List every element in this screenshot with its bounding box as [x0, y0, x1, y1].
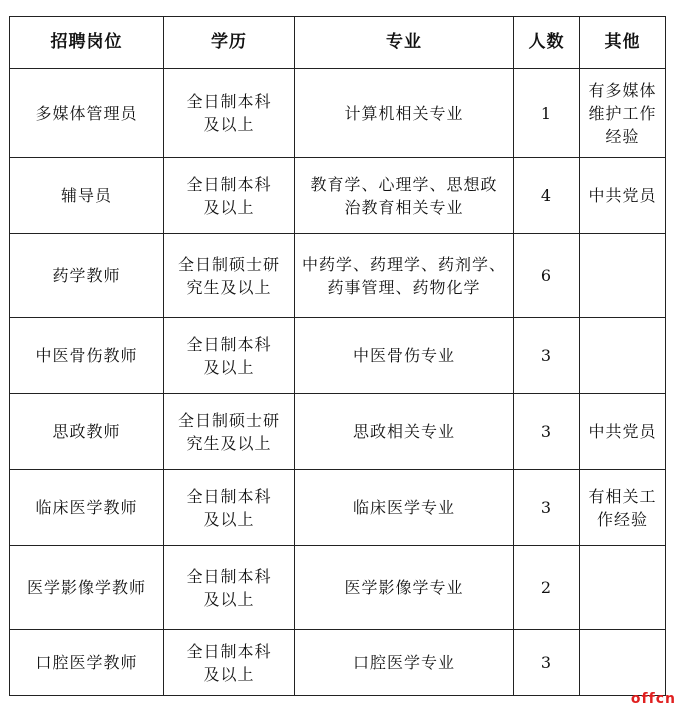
header-row — [10, 17, 666, 69]
cell-count — [514, 318, 580, 394]
cell-major-text: 口腔医学专业 — [352, 653, 455, 672]
cell-other-text: 有多媒体 维护工作 经验 — [588, 80, 657, 146]
header-education: 学历 — [164, 17, 295, 69]
cell-position-text: 辅导员 — [60, 186, 112, 205]
cell-other — [580, 158, 666, 234]
cell-other — [580, 394, 666, 470]
table-body — [10, 69, 666, 696]
cell-major-text: 中医骨伤专业 — [352, 346, 455, 365]
cell-major — [295, 69, 514, 158]
cell-position-text: 口腔医学教师 — [35, 653, 138, 672]
table-row — [10, 394, 666, 470]
table-row — [10, 470, 666, 546]
table-row — [10, 630, 666, 696]
cell-position — [10, 69, 164, 158]
cell-education — [164, 630, 295, 696]
table-row — [10, 546, 666, 630]
cell-position-text: 思政教师 — [52, 422, 121, 441]
cell-major-text: 思政相关专业 — [352, 422, 455, 441]
cell-position-text: 药学教师 — [52, 266, 121, 285]
cell-position-text: 医学影像学教师 — [26, 578, 146, 597]
watermark-logo: offcn — [630, 691, 676, 707]
header-position: 招聘岗位 — [10, 17, 164, 69]
cell-other — [580, 630, 666, 696]
cell-other — [580, 234, 666, 318]
cell-other-text: 中共党员 — [588, 186, 657, 205]
cell-major — [295, 234, 514, 318]
cell-major-text: 计算机相关专业 — [344, 103, 464, 123]
cell-education-text: 全日制本科 及以上 — [186, 566, 272, 609]
table-row — [10, 234, 666, 318]
cell-position — [10, 394, 164, 470]
cell-count — [514, 158, 580, 234]
cell-count — [514, 546, 580, 630]
cell-education — [164, 234, 295, 318]
cell-position — [10, 630, 164, 696]
cell-count — [514, 630, 580, 696]
cell-education-text: 全日制本科 及以上 — [186, 174, 272, 217]
cell-other-text: 有相关工 作经验 — [588, 486, 657, 529]
cell-major — [295, 470, 514, 546]
cell-other — [580, 470, 666, 546]
cell-major — [295, 394, 514, 470]
cell-education — [164, 318, 295, 394]
cell-count-text: 3 — [540, 422, 553, 441]
table-row — [10, 69, 666, 158]
cell-count-text: 1 — [540, 103, 553, 123]
cell-education — [164, 470, 295, 546]
header-count: 人数 — [514, 17, 580, 69]
cell-education-text: 全日制本科 及以上 — [186, 486, 272, 529]
table-row — [10, 158, 666, 234]
cell-other — [580, 546, 666, 630]
cell-count-text: 3 — [540, 346, 553, 365]
cell-education-text: 全日制硕士研 究生及以上 — [177, 410, 280, 453]
cell-major — [295, 630, 514, 696]
cell-position — [10, 318, 164, 394]
cell-count-text: 6 — [540, 266, 553, 285]
cell-position-text: 临床医学教师 — [35, 498, 138, 517]
cell-major-text: 中药学、药理学、药剂学、 药事管理、药物化学 — [301, 254, 506, 297]
cell-count — [514, 69, 580, 158]
cell-position-text: 多媒体管理员 — [35, 103, 138, 123]
cell-other — [580, 69, 666, 158]
cell-position — [10, 234, 164, 318]
cell-major — [295, 318, 514, 394]
cell-other — [580, 318, 666, 394]
cell-major-text: 临床医学专业 — [352, 498, 455, 517]
cell-education-text: 全日制本科 及以上 — [186, 92, 272, 134]
header-major: 专业 — [295, 17, 514, 69]
cell-education — [164, 546, 295, 630]
header-other: 其他 — [580, 17, 666, 69]
cell-education-text: 全日制本科 及以上 — [186, 334, 272, 377]
cell-count-text: 4 — [540, 186, 553, 205]
cell-major-text: 医学影像学专业 — [344, 578, 464, 597]
cell-count — [514, 470, 580, 546]
cell-education — [164, 69, 295, 158]
cell-other-text: 中共党员 — [588, 422, 657, 441]
cell-count-text: 2 — [540, 578, 553, 597]
cell-count-text: 3 — [540, 653, 553, 672]
cell-count — [514, 234, 580, 318]
cell-education-text: 全日制本科 及以上 — [186, 641, 272, 684]
cell-count-text: 3 — [540, 498, 553, 517]
cell-count — [514, 394, 580, 470]
cell-position-text: 中医骨伤教师 — [35, 346, 138, 365]
cell-education — [164, 394, 295, 470]
cell-position — [10, 470, 164, 546]
cell-major-text: 教育学、心理学、思想政 治教育相关专业 — [310, 174, 498, 217]
cell-education-text: 全日制硕士研 究生及以上 — [177, 254, 280, 297]
cell-major — [295, 158, 514, 234]
table-row — [10, 318, 666, 394]
cell-position — [10, 546, 164, 630]
cell-position — [10, 158, 164, 234]
cell-major — [295, 546, 514, 630]
cell-education — [164, 158, 295, 234]
recruitment-table — [9, 16, 666, 696]
